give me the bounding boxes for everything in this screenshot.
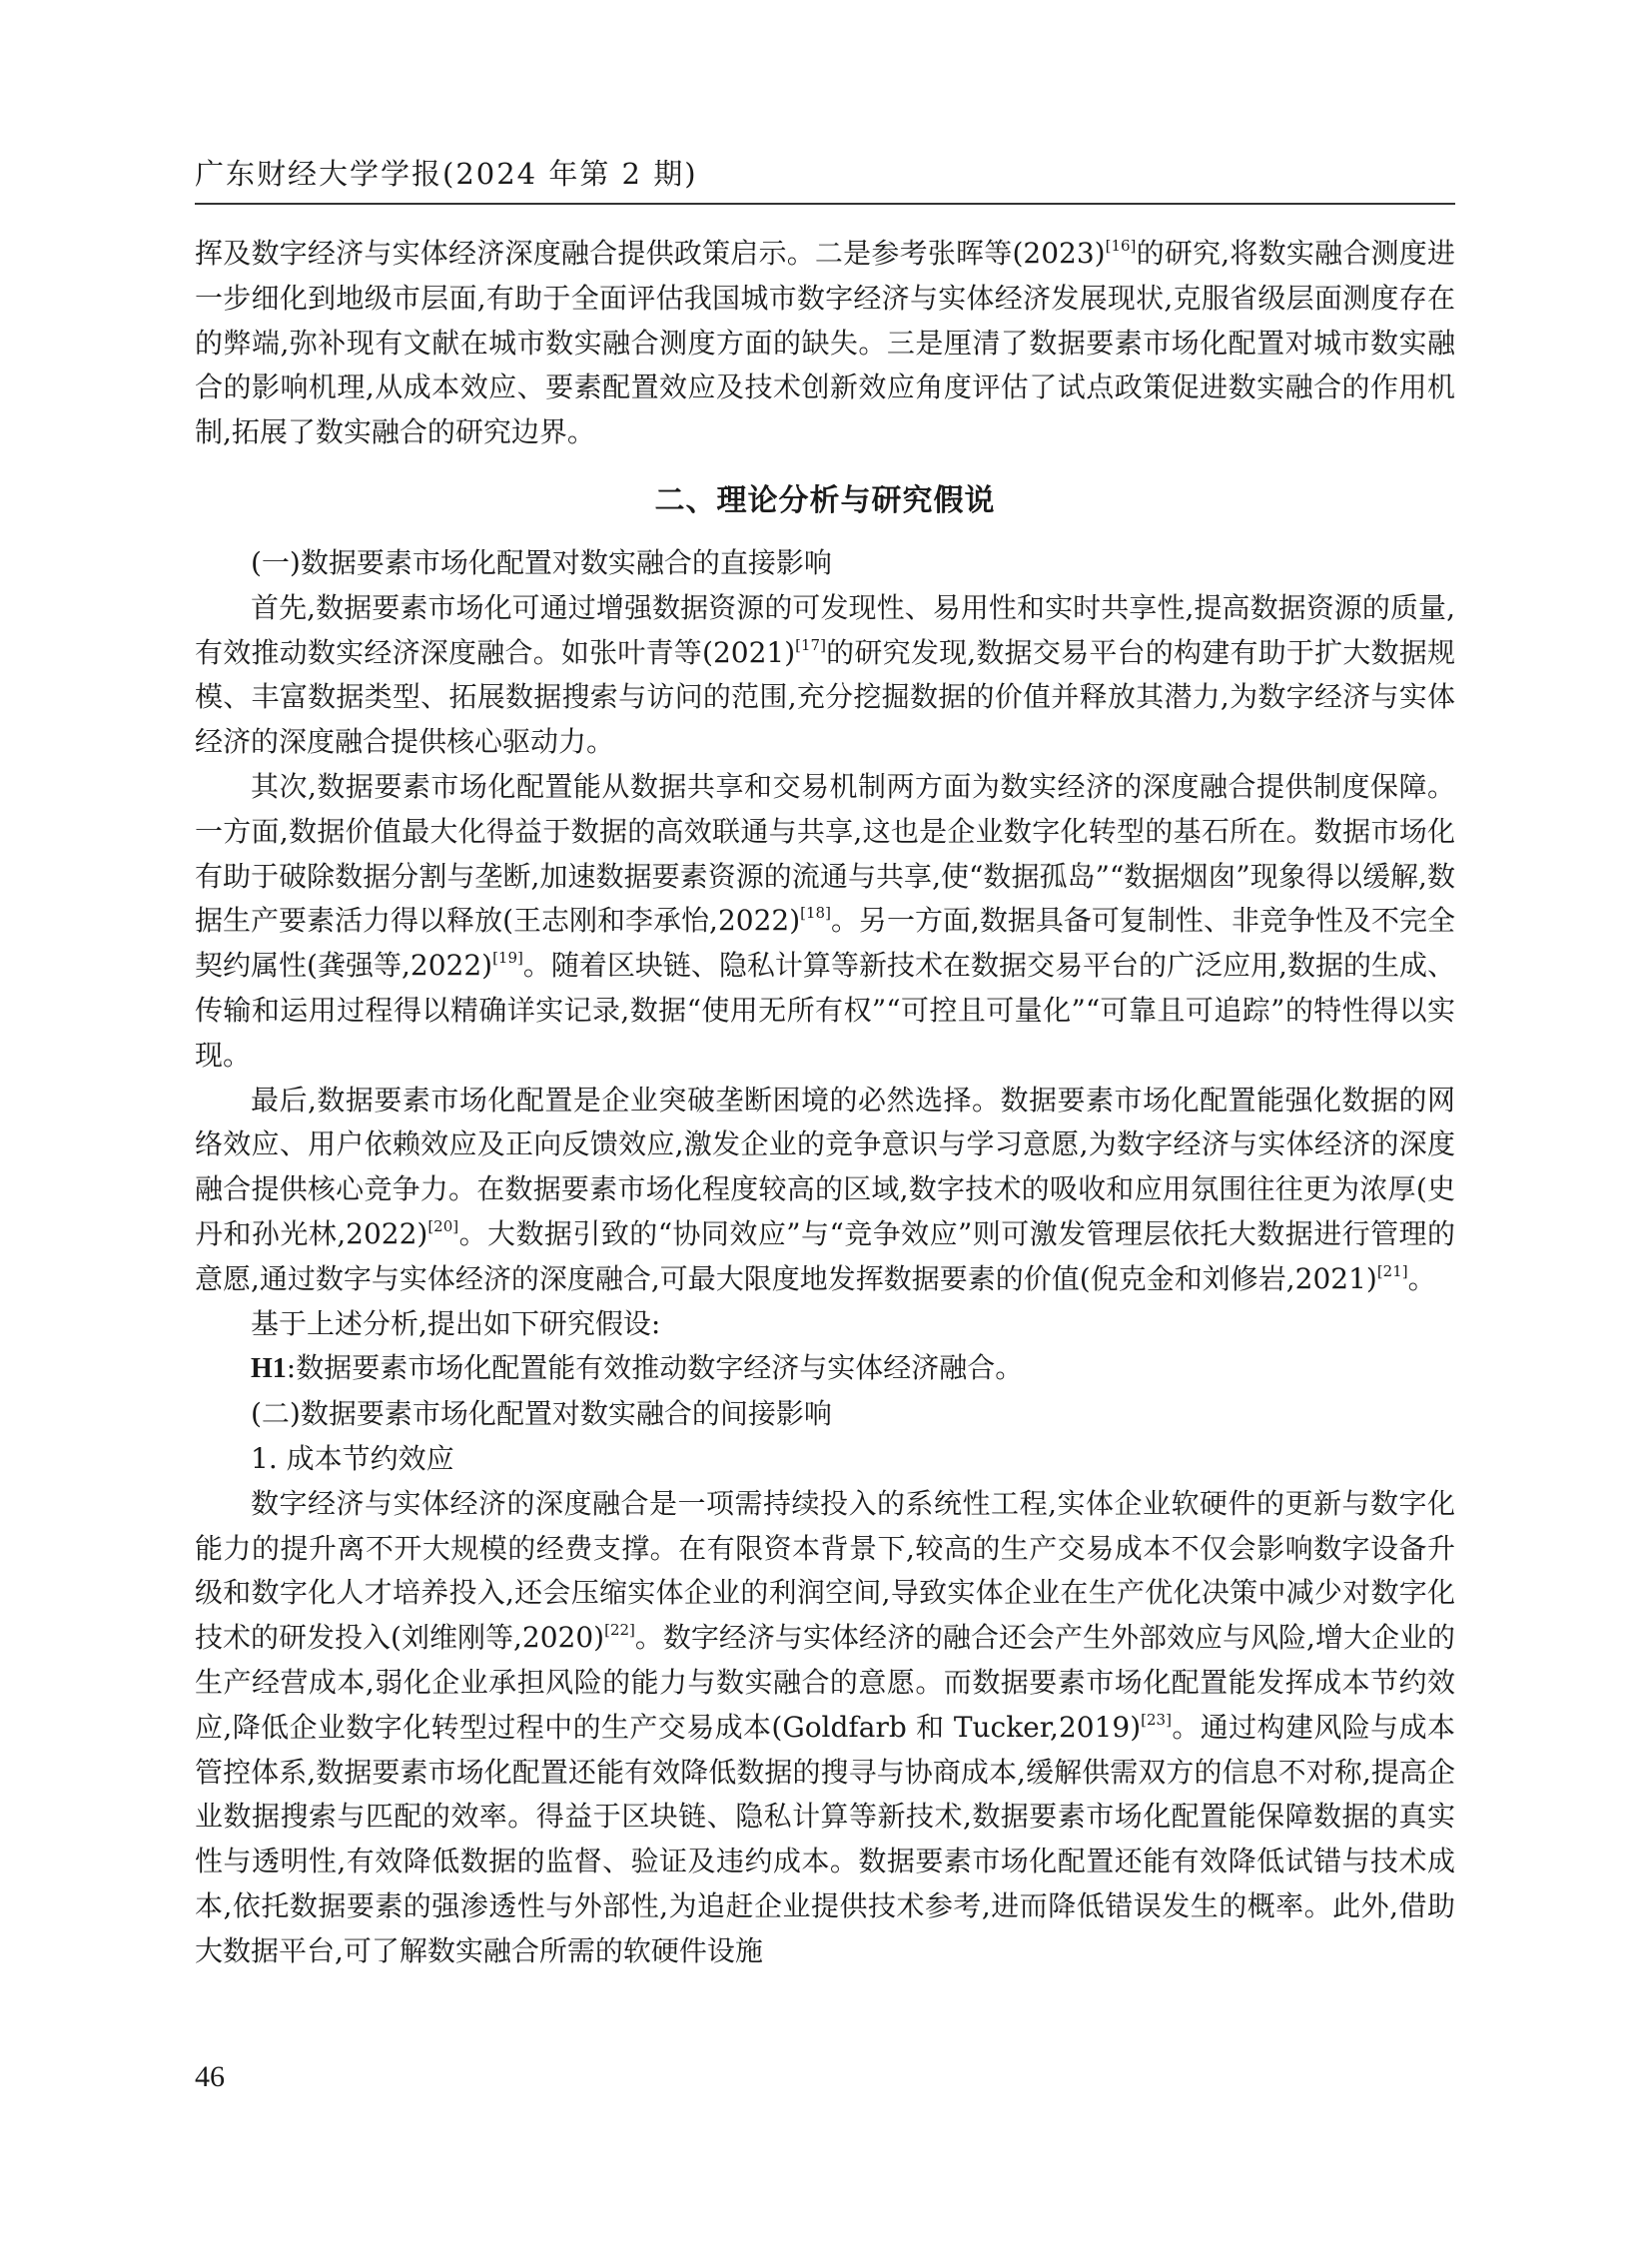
running-header: 广东财经大学学报(2024 年第 2 期): [195, 157, 698, 191]
citation-ref: [21]: [1376, 1261, 1408, 1280]
citation-ref: [18]: [800, 904, 831, 923]
subsection-heading-indirect-effect: (二)数据要素市场化配置对数实融合的间接影响: [251, 1397, 832, 1431]
citation-ref: [19]: [492, 949, 523, 968]
section-heading: 二、理论分析与研究假说: [654, 482, 996, 518]
subsection-heading-direct-effect: (一)数据要素市场化配置对数实融合的直接影响: [251, 545, 832, 579]
citation-ref: [22]: [604, 1621, 635, 1640]
paragraph-first: 首先,数据要素市场化可通过增强数据资源的可发现性、易用性和实时共享性,提高数据资源的质量,有效推动数实经济深度融合。如张叶青等(2021)[17]的研究发现,数据交易平台的构建有助于扩大数据规模、丰富数据类型、拓展数据搜索与访问的范围,充分挖掘数据的价值并释放其潜力,为数字经济与实体经济的深度融合提供核心驱动力。: [195, 590, 1456, 759]
paragraph-third: 最后,数据要素市场化配置是企业突破垄断困境的必然选择。数据要素市场化配置能强化数据的网络效应、用户依赖效应及正向反馈效应,激发企业的竞争意识与学习意愿,为数字经济与实体经济的深度融合提供核心竞争力。在数据要素市场化程度较高的区域,数字技术的吸收和应用氛围往往更为浓厚(史丹和孙光林,2022)[20]。大数据引致的“协同效应”与“竞争效应”则可激发管理层依托大数据进行管理的意愿,通过数字与实体经济的深度融合,可最大限度地发挥数据要素的价值(倪克金和刘修岩,2021)[21]。: [195, 1083, 1455, 1295]
header-rule: [195, 203, 1455, 205]
article-body: [195, 232, 1455, 1973]
citation-ref: [17]: [795, 635, 826, 654]
paragraph-hypothesis-intro: 基于上述分析,提出如下研究假设:: [251, 1306, 661, 1340]
subsubsection-heading-cost: 1. 成本节约效应: [251, 1441, 454, 1475]
citation-ref: [20]: [427, 1216, 459, 1235]
paragraph-second: 其次,数据要素市场化配置能从数据共享和交易机制两方面为数实经济的深度融合提供制度保障。一方面,数据价值最大化得益于数据的高效联通与共享,这也是企业数字化转型的基石所在。数据市场化有助于破除数据分割与垄断,加速数据要素资源的流通与共享,使“数据孤岛”“数据烟囱”现象得以缓解,数据生产要素活力得以释放(王志刚和李承怡,2022)[18]。另一方面,数据具备可复制性、非竞争性及不完全契约属性(龚强等,2022)[19]。随着区块链、隐私计算等新技术在数据交易平台的广泛应用,数据的生成、传输和运用过程得以精确详实记录,数据“使用无所有权”“可控且可量化”“可靠且可追踪”的特性得以实现。: [195, 769, 1455, 1072]
page-number: 46: [195, 2060, 225, 2093]
paragraph-intro-contributions: 挥及数字经济与实体经济深度融合提供政策启示。二是参考张晖等(2023)[16]的研究,将数实融合测度进一步细化到地级市层面,有助于全面评估我国城市数字经济与实体经济发展现状,克服省级层面测度存在的弊端,弥补现有文献在城市数实融合测度方面的缺失。三是厘清了数据要素市场化配置对城市数实融合的影响机理,从成本效应、要素配置效应及技术创新效应角度评估了试点政策促进数实融合的作用机制,拓展了数实融合的研究边界。: [195, 237, 1455, 449]
paragraph-cost-effect: 数字经济与实体经济的深度融合是一项需持续投入的系统性工程,实体企业软硬件的更新与数字化能力的提升离不开大规模的经费支撑。在有限资本背景下,较高的生产交易成本不仅会影响数字设备升级和数字化人才培养投入,还会压缩实体企业的利润空间,导致实体企业在生产优化决策中减少对数字化技术的研发投入(刘维刚等,2020)[22]。数字经济与实体经济的融合还会产生外部效应与风险,增大企业的生产经营成本,弱化企业承担风险的能力与数实融合的意愿。而数据要素市场化配置能发挥成本节约效应,降低企业数字化转型过程中的生产交易成本(Goldfarb 和 Tucker,2019)[23]。通过构建风险与成本管控体系,数据要素市场化配置还能有效降低数据的搜寻与协商成本,缓解供需双方的信息不对称,提高企业数据搜索与匹配的效率。得益于区块链、隐私计算等新技术,数据要素市场化配置能保障数据的真实性与透明性,有效降低数据的监督、验证及违约成本。数据要素市场化配置还能有效降低试错与技术成本,依托数据要素的强渗透性与外部性,为追赶企业提供技术参考,进而降低错误发生的概率。此外,借助大数据平台,可了解数实融合所需的软硬件设施: [195, 1486, 1455, 1967]
hypothesis-h1: H1:数据要素市场化配置能有效推动数字经济与实体经济融合。: [251, 1351, 1024, 1385]
citation-ref: [16]: [1105, 237, 1137, 255]
hypothesis-label: H1: [251, 1353, 287, 1385]
citation-ref: [23]: [1141, 1710, 1172, 1729]
